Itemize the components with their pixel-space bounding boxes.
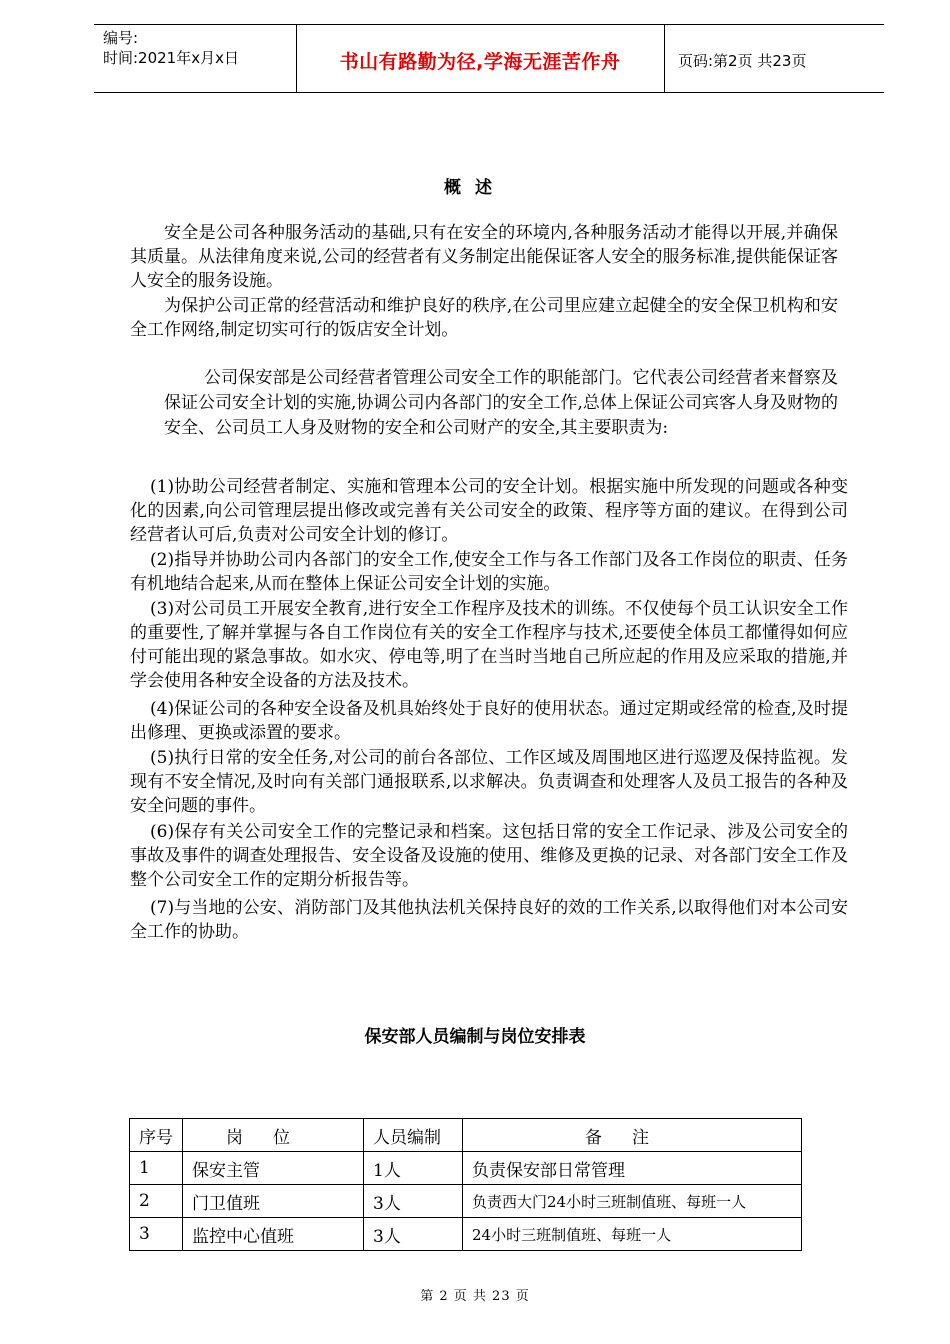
staff-table (129, 1118, 802, 1251)
duty-item-6: (6)保存有关公司安全工作的完整记录和档案。这包括日常的安全工作记录、涉及公司安全的事故及事件的调查处理报告、安全设备及设施的使用、维修及更换的记录、对各部门安全工作及整个公司安全工作的定期分析报告等。 (130, 822, 848, 890)
duty-item-3: (3)对公司员工开展安全教育,进行安全工作程序及技术的训练。不仅使每个员工认识安全工作的重要性,了解并掌握与各自工作岗位有关的安全工作程序与技术,还要使全体员工都懂得如何应付可能出现的紧急事故。如水灾、停电等,明了在当时当地自己所应起的作用及应采取的措施,并学会使用各种安全设备的方法及技术。 (130, 599, 848, 691)
table-cell: 2 (130, 1185, 183, 1218)
page-title: 概述 (444, 178, 506, 198)
table-cell: 门卫值班 (183, 1185, 364, 1218)
page-footer: 第 2 页 共 23 页 (420, 1289, 530, 1304)
table-title: 保安部人员编制与岗位安排表 (364, 1027, 586, 1047)
header-bottom-rule (94, 92, 884, 93)
duty-item-2: (2)指导并协助公司内各部门的安全工作,使安全工作与各工作部门及各工作岗位的职责、任务有机地结合起来,从而在整体上保证公司安全计划的实施。 (130, 550, 848, 594)
header-number-label: 编号: (103, 29, 139, 47)
table-cell: 3 (130, 1218, 183, 1251)
table-cell: 负责西大门24小时三班制值班、每班一人 (463, 1185, 802, 1218)
table-cell: 3人 (364, 1218, 463, 1251)
duty-item-7: (7)与当地的公安、消防部门及其他执法机关保持良好的效的工作关系,以取得他们对本公司安全工作的协助。 (130, 898, 848, 942)
table-cell: 保安主管 (183, 1152, 364, 1185)
table-row (130, 1185, 802, 1218)
table-cell: 3人 (364, 1185, 463, 1218)
table-row (130, 1218, 802, 1251)
table-cell: 监控中心值班 (183, 1218, 364, 1251)
header-cell-remarks: 备注 (463, 1119, 802, 1152)
duty-item-4: (4)保证公司的各种安全设备及机具始终处于良好的使用状态。通过定期或经常的检查,及时提出修理、更换或添置的要求。 (130, 699, 848, 743)
intro-paragraph-3: 公司保安部是公司经营者管理公司安全工作的职能部门。它代表公司经营者来督察及保证公司安全计划的实施,协调公司内各部门的安全工作,总体上保证公司宾客人身及财物的安全、公司员工人身及财物的安全和公司财产的安全,其主要职责为: (164, 368, 838, 438)
header-motto: 书山有路勤为径,学海无涯苦作舟 (339, 51, 621, 73)
header-cell-number: 序号 (130, 1119, 183, 1152)
table-cell: 24小时三班制值班、每班一人 (463, 1218, 802, 1251)
table-row (130, 1152, 802, 1185)
header-time-label: 时间:2021年x月x日 (103, 49, 239, 67)
header-cell-post: 岗位 (183, 1119, 364, 1152)
header-page-label: 页码:第2页 共23页 (678, 52, 807, 70)
table-cell: 1 (130, 1152, 183, 1185)
intro-paragraph-1: 安全是公司各种服务活动的基础,只有在安全的环境内,各种服务活动才能得以开展,并确保其质量。从法律角度来说,公司的经营者有义务制定出能保证客人安全的服务标准,提供能保证客人安全的服务设施。 (130, 223, 838, 291)
header-cell-staffing: 人员编制 (364, 1119, 463, 1152)
table-cell: 负责保安部日常管理 (463, 1152, 802, 1185)
table-cell: 1人 (364, 1152, 463, 1185)
intro-paragraph-2: 为保护公司正常的经营活动和维护良好的秩序,在公司里应建立起健全的安全保卫机构和安全工作网络,制定切实可行的饭店安全计划。 (130, 296, 838, 340)
header-divider-right (664, 24, 665, 92)
header-top-rule (94, 24, 884, 25)
duty-item-1: (1)协助公司经营者制定、实施和管理本公司的安全计划。根据实施中所发现的问题或各种变化的因素,向公司管理层提出修改或完善有关公司安全的政策、程序等方面的建议。在得到公司经营者认可后,负责对公司安全计划的修订。 (130, 477, 848, 545)
duty-item-5: (5)执行日常的安全任务,对公司的前台各部位、工作区域及周围地区进行巡逻及保持监视。发现有不安全情况,及时向有关部门通报联系,以求解决。负责调查和处理客人及员工报告的各种及安全问题的事件。 (130, 748, 848, 816)
table-header-row (130, 1119, 802, 1152)
